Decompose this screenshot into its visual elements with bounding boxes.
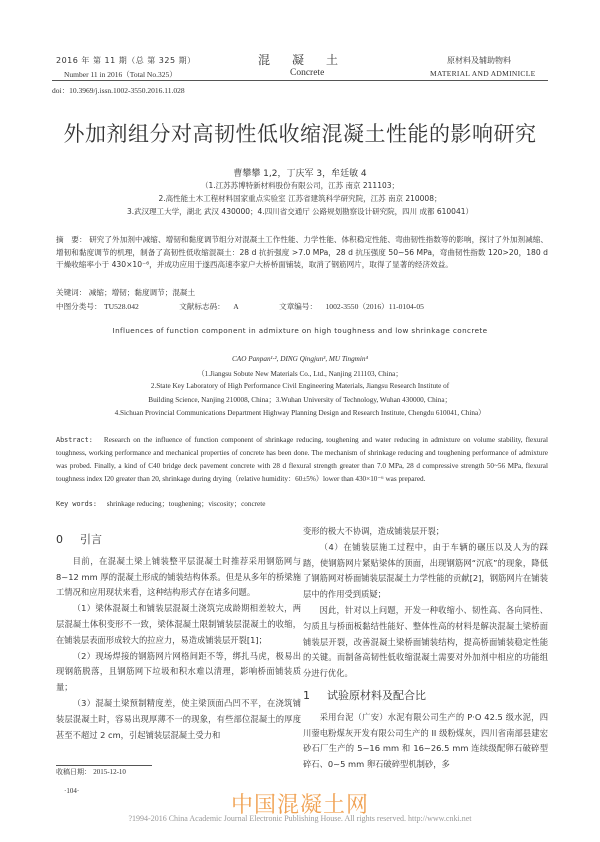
paragraph-continuation: 变形的极大不协调，造成铺装层开裂； [303, 526, 445, 536]
issue-cn: 2016 年 第 11 期（总 第 325 期） [56, 56, 196, 65]
section-cn: 原材料及辅助物料 [447, 56, 511, 65]
abstract-en-text: Research on the influence of function component of shrinkage reducing, toughening and water reducing in admixture on volume stability, flexural toughness, working performance and mechanical properties of concrete has been done. The mechanism of shrinkage reducing and toughening performance of admixture was probed. Finally, a kind of C40 bridge deck pavement concrete with 28 d flexural strength greater than 7.0 MPa, 28 d compressive strength 50~56 MPa, flexural toughness index I20 greater than 20, shrinkage during drying（relative humidity：60±5%）lower than 430×10⁻⁶ was prepared. [56, 436, 548, 483]
affiliation-cn-1: （1.江苏苏博特新材料股份有限公司，江苏 南京 211103； [200, 181, 400, 190]
copyright-notice: ?1994-2016 China Academic Journal Electronic Publishing House. All rights reserved. http://www.cnki.net [128, 814, 472, 823]
watermark-logo: 中国混凝土网 [230, 793, 369, 818]
doi[interactable]: doi：10.3969/j.issn.1002-3550.2016.11.028 [52, 86, 185, 95]
keywords-en-text: shrinkage reducing；toughening；viscosity；concrete [106, 500, 266, 508]
received-date-value: 2015-12-10 [93, 768, 126, 776]
doc-code-value: A [233, 302, 239, 311]
affiliation-cn-2: 2.高性能土木工程材料国家重点实验室 江苏省建筑科学研究院，江苏 南京 210008； [158, 194, 442, 203]
affiliation-en-3: Building Science, Nanjing 210008, China；3.Wuhan University of Technology, Wuhan 430000, China； [148, 396, 452, 404]
doc-code-label: 文献标志码： [179, 302, 225, 311]
paragraph: 目前，在混凝土梁上铺装整平层混凝土时推荐采用钢筋网与 8~12 mm 厚的混凝土形成的铺装结构体系。但是从多年的桥梁施工情况和应用现状来看，这种结构形式存在诸多问题。 [56, 555, 301, 598]
clc-label: 中图分类号： [56, 302, 102, 311]
received-date-label: 收稿日期： [56, 768, 91, 776]
keywords-en-label: Key words: [56, 500, 97, 508]
body-column-right [303, 524, 548, 773]
affiliation-en-2: 2.State Key Laboratory of High Performance Civil Engineering Materials, Jiangsu Research Institute of [150, 382, 450, 390]
authors-cn: 曹攀攀 1,2，丁庆军 3，牟廷敏 4 [233, 169, 367, 179]
paper-title-en: Influences of function component in admixture on high toughness and low shrinkage concrete [112, 326, 488, 335]
affiliation-en-1: （1.Jiangsu Sobute New Materials Co., Ltd., Nanjing 211103, China； [197, 370, 403, 378]
section-heading-0 [56, 532, 301, 548]
abstract-cn [56, 234, 548, 272]
footnote-rule [56, 765, 152, 766]
keywords-cn-label: 关键词： [56, 288, 87, 297]
affiliation-cn-3: 3.武汉理工大学，湖北 武汉 430000；4.四川省交通厅 公路规划勘察设计研究院，四川 成都 610041） [127, 207, 473, 216]
keywords-cn [56, 287, 195, 298]
affiliation-en-4: 4.Sichuan Provincial Communications Department Highway Planning Design and Research Institute, Chengdu 610041, China） [114, 409, 486, 417]
section-title: 引言 [80, 533, 102, 546]
journal-name-cn: 混凝土 [258, 53, 361, 67]
article-no-label: 文章编号： [279, 302, 318, 311]
clc-value: TU528.042 [103, 302, 139, 311]
section-en: MATERIAL AND ADMINICLE [430, 69, 536, 78]
journal-name-en: Concrete [290, 68, 325, 78]
received-date [56, 767, 126, 777]
article-no-value: 1002-3550（2016）11-0104-05 [325, 302, 424, 311]
paper-title-cn: 外加剂组分对高韧性低收缩混凝土性能的影响研究 [63, 122, 537, 146]
paragraph: 采用台泥（广安）水泥有限公司生产的 P·O 42.5 级水泥，四川蓥电粉煤灰开发有限公司生产的 II 级粉煤灰，四川省南部县建宏砂石厂生产的 5~16 mm 和 16~26.5 mm 连续级配卵石破碎型碎石、0~5 mm 卵石破碎型机制砂，多 [303, 711, 548, 770]
abstract-en-label: Abstract: [56, 436, 93, 444]
section-title: 试验原材料及配合比 [327, 688, 426, 702]
body-column-left [56, 532, 301, 743]
classification-line [56, 301, 424, 312]
paragraph: 因此，针对以上问题，开发一种收缩小、韧性高、各向同性、匀质且与桥面板黏结性能好、整体性高的材料是解决混凝土梁桥面铺装层开裂，改善混凝土梁桥面铺装结构，提高桥面铺装稳定性能的关键。而制备高韧性低收缩混凝土需要对外加剂中相应的功能组分进行优化。 [303, 604, 548, 679]
paragraph: （4）在铺装层施工过程中，由于车辆的碾压以及人为的踩踏，使钢筋网片紧贴梁体的顶面，出现钢筋网“沉底”的现象，降低了钢筋网对桥面铺装层混凝土力学性能的贡献[2]，钢筋网片在铺装层中的作用受到质疑； [303, 541, 548, 600]
abstract-en [56, 434, 548, 486]
section-number: 0 [56, 533, 63, 546]
page-number: ·104· [64, 787, 80, 795]
paragraph: （2）现场焊接的钢筋网片网格间距不等，绑扎马虎，极易出现钢筋脱落，且钢筋网下垃圾和积水难以清理，影响桥面铺装质量； [56, 650, 301, 693]
authors-en: CAO Panpan¹·², DING Qingjun³, MU Tingmin⁴ [232, 355, 368, 363]
abstract-cn-label: 摘 要： [56, 235, 87, 244]
paragraph: （1）梁体混凝土和铺装层混凝土浇筑完成龄期相差较大，两层混凝土体积变形不一致，梁体混凝土限制铺装层混凝土的收缩，在铺装层表面形成较大的拉应力，易造成铺装层开裂[1]； [56, 603, 301, 645]
section-heading-1 [303, 688, 548, 704]
section-number: 1 [303, 688, 310, 702]
abstract-cn-text: 研究了外加剂中减缩、增韧和黏度调节组分对混凝土工作性能、力学性能、体积稳定性能、弯曲韧性指数等的影响，探讨了外加剂减缩、增韧和黏度调节的机理，制备了高韧性低收缩混凝土：28 d 抗折强度 >7.0 MPa，28 d 抗压强度 50~56 MPa，弯曲韧性指数 120>20，180 d 干燥收缩率小于 430×10⁻⁶，并成功应用于遂西高速李家户大桥桥面铺装，取消了钢筋网片，取得了显著的经济效益。 [56, 235, 549, 269]
keywords-cn-text: 减缩；增韧；黏度调节；混凝土 [88, 288, 196, 297]
paragraph: （3）混凝土梁预制精度差，使主梁顶面凸凹不平，在浇筑铺装层混凝土时，容易出现厚薄不一的现象，有些部位混凝土的厚度甚至不超过 2 cm，引起铺装层混凝土受力和 [56, 697, 301, 740]
keywords-en [56, 499, 265, 509]
issue-en: Number 11 in 2016（Total No.325） [64, 70, 177, 79]
header-rule [52, 80, 548, 81]
